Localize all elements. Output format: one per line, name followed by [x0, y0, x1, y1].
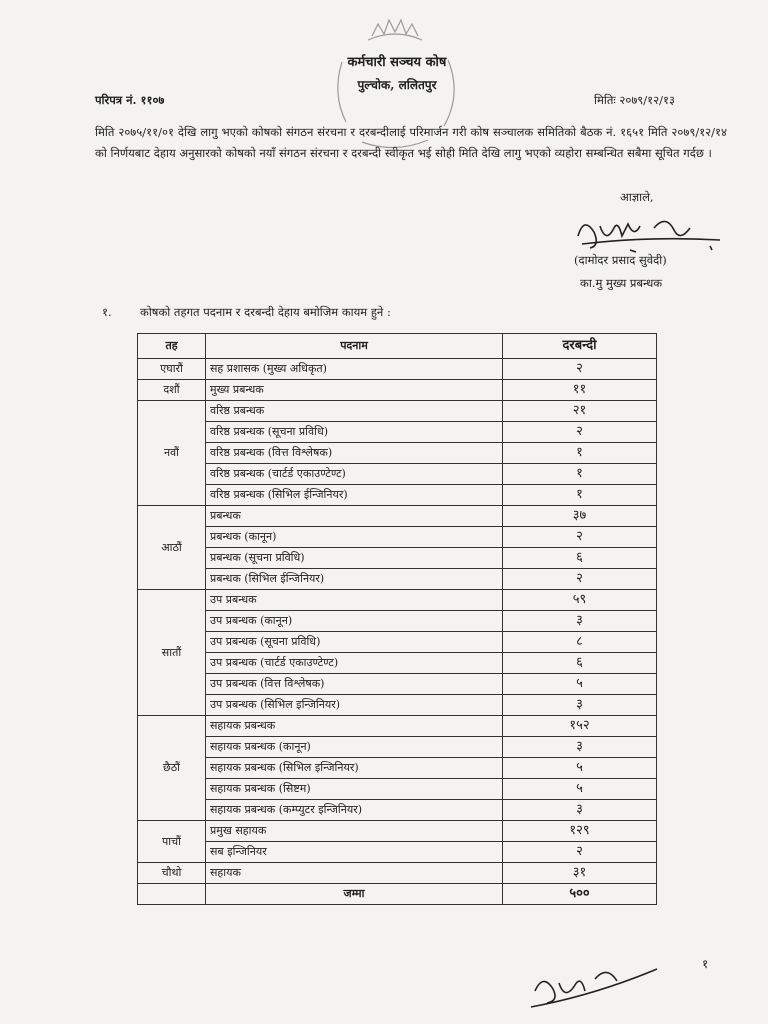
circular-number: परिपत्र नं. ११०७: [95, 93, 165, 107]
item-number: १.: [102, 305, 112, 319]
quota-count-cell: १: [503, 464, 657, 485]
post-name-cell: वरिष्ठ प्रबन्धक (सूचना प्रविधि): [206, 422, 503, 443]
table-row: [138, 758, 657, 779]
quota-count-cell: ५: [503, 758, 657, 779]
quota-count-cell: १: [503, 443, 657, 464]
quota-count-cell: ५: [503, 674, 657, 695]
table-row: [138, 485, 657, 506]
signature-order-text: आज्ञाले,: [620, 190, 654, 204]
post-name-cell: सहायक प्रबन्धक (कानून): [206, 737, 503, 758]
signatory-title: का.मु मुख्य प्रबन्धक: [580, 276, 663, 290]
post-name-cell: वरिष्ठ प्रबन्धक (चार्टर्ड एकाउण्टेण्ट): [206, 464, 503, 485]
quota-count-cell: २: [503, 359, 657, 380]
table-row: [138, 443, 657, 464]
table-row: [138, 401, 657, 422]
level-cell: एघारौं: [138, 359, 206, 380]
post-name-cell: सहायक प्रबन्धक (कम्प्युटर इन्जिनियर): [206, 800, 503, 821]
post-name-cell: सह प्रशासक (मुख्य अधिकृत): [206, 359, 503, 380]
table-row: [138, 800, 657, 821]
table-row: [138, 422, 657, 443]
quota-count-cell: ३: [503, 695, 657, 716]
table-row: [138, 359, 657, 380]
post-name-cell: उप प्रबन्धक (वित्त विश्लेषक): [206, 674, 503, 695]
post-name-cell: मुख्य प्रबन्धक: [206, 380, 503, 401]
quota-count-cell: ३७: [503, 506, 657, 527]
table-row: [138, 716, 657, 737]
table-row: [138, 527, 657, 548]
post-name-cell: प्रबन्धक (सूचना प्रविधि): [206, 548, 503, 569]
level-cell: दशौं: [138, 380, 206, 401]
total-empty-cell: [138, 884, 206, 905]
header-level: तह: [138, 334, 206, 359]
item-text: कोषको तहगत पदनाम र दरबन्दी देहाय बमोजिम कायम हुने :: [140, 305, 391, 319]
circular-body-text: मिति २०७५/११/०१ देखि लागु भएको कोषको संगठन संरचना र दरबन्दीलाई परिमार्जन गरी कोष सञ्चालक समितिको बैठक नं. १६५१ मिति २०७९/१२/१४ को निर्णयबाट देहाय अनुसारको कोषको नयाँ संगठन संरचना र दरबन्दी स्वीकृत भई सोही मिति देखि लागु भएको व्यहोरा सम्बन्धित सबैमा सूचित गर्दछ ।: [95, 125, 727, 160]
table-row: [138, 779, 657, 800]
org-name: कर्मचारी सञ्चय कोष: [347, 55, 447, 70]
post-name-cell: सहायक प्रबन्धक (सिभिल इन्जिनियर): [206, 758, 503, 779]
quota-count-cell: ५: [503, 779, 657, 800]
table-row: [138, 569, 657, 590]
quota-count-cell: ६: [503, 548, 657, 569]
post-name-cell: वरिष्ठ प्रबन्धक (वित्त विश्लेषक): [206, 443, 503, 464]
page-number: १: [702, 957, 709, 971]
table-row: [138, 863, 657, 884]
level-cell: नवौं: [138, 401, 206, 506]
total-label: जम्मा: [206, 884, 503, 905]
post-name-cell: सब इन्जिनियर: [206, 842, 503, 863]
quota-count-cell: ८: [503, 632, 657, 653]
level-cell: चौथो: [138, 863, 206, 884]
handwritten-initials: [525, 955, 665, 1015]
table-row: [138, 611, 657, 632]
quota-count-cell: २१: [503, 401, 657, 422]
table-row: [138, 506, 657, 527]
post-name-cell: प्रबन्धक (सिभिल ईन्जिनियर): [206, 569, 503, 590]
level-cell: सातौं: [138, 590, 206, 716]
quota-count-cell: ५९: [503, 590, 657, 611]
quota-count-cell: ११: [503, 380, 657, 401]
post-name-cell: उप प्रबन्धक (चार्टर्ड एकाउण्टेण्ट): [206, 653, 503, 674]
table-row: [138, 737, 657, 758]
quota-count-cell: ६: [503, 653, 657, 674]
quota-count-cell: ३: [503, 611, 657, 632]
quota-count-cell: २: [503, 527, 657, 548]
circular-date: मितिः २०७९/१२/१३: [594, 93, 675, 107]
table-row: [138, 380, 657, 401]
post-name-cell: उप प्रबन्धक: [206, 590, 503, 611]
table-row: [138, 674, 657, 695]
table-row: [138, 821, 657, 842]
table-row: [138, 695, 657, 716]
post-name-cell: सहायक: [206, 863, 503, 884]
quota-count-cell: २: [503, 842, 657, 863]
post-name-cell: प्रमुख सहायक: [206, 821, 503, 842]
table-row: [138, 653, 657, 674]
post-name-cell: उप प्रबन्धक (सूचना प्रविधि): [206, 632, 503, 653]
quota-count-cell: ३१: [503, 863, 657, 884]
table-row: [138, 842, 657, 863]
post-name-cell: उप प्रबन्धक (सिभिल इन्जिनियर): [206, 695, 503, 716]
org-place: पुल्चोक, ललितपुर: [357, 78, 437, 92]
level-cell: आठौं: [138, 506, 206, 590]
signatory-name: (दामोदर प्रसाद सुवेदी): [574, 253, 667, 267]
post-name-cell: प्रबन्धक: [206, 506, 503, 527]
quota-count-cell: १२९: [503, 821, 657, 842]
total-value: ५००: [503, 884, 657, 905]
table-row: [138, 464, 657, 485]
level-cell: पाचौं: [138, 821, 206, 863]
table-header-row: [138, 334, 657, 359]
table-row: [138, 632, 657, 653]
header-post: पदनाम: [206, 334, 503, 359]
quota-count-cell: ३: [503, 737, 657, 758]
post-name-cell: सहायक प्रबन्धक (सिष्टम): [206, 779, 503, 800]
post-name-cell: वरिष्ठ प्रबन्धक (सिभिल ईन्जिनियर): [206, 485, 503, 506]
level-cell: छैठौं: [138, 716, 206, 821]
post-quota-table: [137, 333, 657, 905]
handwritten-signature: [570, 206, 730, 256]
table-row: [138, 590, 657, 611]
quota-count-cell: १५२: [503, 716, 657, 737]
post-name-cell: सहायक प्रबन्धक: [206, 716, 503, 737]
quota-count-cell: २: [503, 422, 657, 443]
quota-count-cell: २: [503, 569, 657, 590]
total-row: [138, 884, 657, 905]
post-name-cell: उप प्रबन्धक (कानून): [206, 611, 503, 632]
quota-count-cell: ३: [503, 800, 657, 821]
post-name-cell: वरिष्ठ प्रबन्धक: [206, 401, 503, 422]
quota-count-cell: १: [503, 485, 657, 506]
post-name-cell: प्रबन्धक (कानून): [206, 527, 503, 548]
table-row: [138, 548, 657, 569]
header-count: दरबन्दी: [503, 334, 657, 359]
